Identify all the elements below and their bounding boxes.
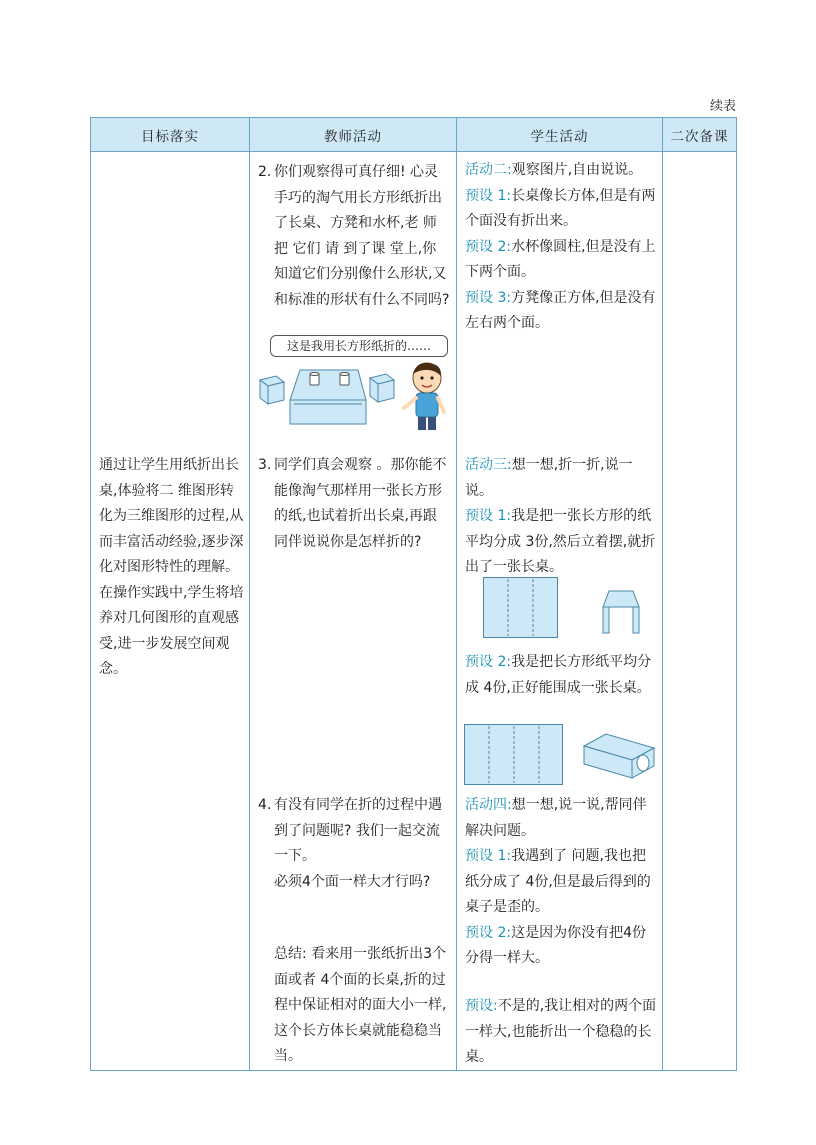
item4-number: 4. <box>258 797 272 813</box>
student-cell <box>457 152 663 1071</box>
goal-text: 通过让学生用纸折出长桌,体验将二 维图形转化为三维图形的过程,从而丰富活动经验,逐步深化对图形特性的理解。 在操作实践中,学生将培养对几何图形的直观感受,进一步发展空间观念。 <box>99 457 244 677</box>
prep-cell <box>663 152 737 1071</box>
lesson-table <box>90 117 737 1071</box>
paper-three-parts-icon <box>484 578 558 638</box>
activity3-tag: 活动三: <box>465 457 512 473</box>
speech-bubble: 这是我用长方形纸折的…… <box>270 335 448 357</box>
folded-table-three-icon <box>603 591 639 633</box>
long-table-icon <box>290 370 366 424</box>
header-teacher: 教师活动 <box>250 118 457 152</box>
activity3-preset2-tag: 预设 2: <box>465 654 512 670</box>
header-student: 学生活动 <box>457 118 663 152</box>
continued-label: 续表 <box>709 99 736 114</box>
activity3-preset2 <box>465 650 657 701</box>
item2-number: 2. <box>258 164 272 180</box>
item2-text: 你们观察得可真仔细! 心灵手巧的淘气用长方形纸折出了长桌、方凳和水杯,老 师把 它们 请 到了课 堂上,你知道它们分别像什么形状,又和标准的形状有什么不同吗? <box>274 164 450 308</box>
activity2-tag: 活动二: <box>465 162 512 178</box>
activity4-preset2-tag: 预设 2: <box>465 924 512 941</box>
activity2-preset3-tag: 预设 3: <box>465 289 512 306</box>
paper-four-parts-icon <box>465 725 563 785</box>
activity4-preset1-tag: 预设 1: <box>465 848 512 864</box>
long-box-icon <box>584 734 654 778</box>
fold-three-illustration <box>483 577 653 639</box>
activity4-text: 想一想,说一说,帮同伴解决问题。 <box>465 797 647 839</box>
goal-cell <box>91 152 250 1071</box>
activity2-preset1-tag: 预设 1: <box>465 187 512 204</box>
activity2-preset3-text: 方凳像正方体,但是没有左右两个面。 <box>465 289 656 331</box>
activity2-preset1-text: 长桌像长方体,但是有两个面没有折出来。 <box>465 187 656 229</box>
fold-four-illustration <box>464 724 660 786</box>
header-goal: 目标落实 <box>91 118 250 152</box>
activity2 <box>465 158 657 337</box>
item4-question: 必须4个面一样大才行吗? <box>274 874 431 890</box>
teacher-cell <box>250 152 457 1071</box>
activity3 <box>465 453 657 581</box>
activity3-preset1-text: 我是把一张长方形的纸平均分成 3份,然后立着摆,就折出了一张长桌。 <box>465 508 656 575</box>
summary-text: 总结: 看来用一张纸折出3个面或者 4个面的长桌,折的过程中保证相对的面大小一样,这个长方体长桌就能稳稳当当。 <box>274 946 447 1064</box>
header-row <box>91 118 737 152</box>
activity3-text: 想一想,折一折,说一说。 <box>465 457 633 499</box>
activity4-preset3-tag: 预设: <box>465 998 498 1014</box>
activity4 <box>465 793 657 972</box>
activity4-preset1-text: 我遇到了 问题,我也把纸分成了 4份,但是最后得到的桌子是歪的。 <box>465 848 651 915</box>
body-row <box>91 152 737 1071</box>
folded-objects-illustration <box>254 360 454 432</box>
item3-text: 同学们真会观察 。那你能不能像淘气那样用一张长方形的纸,也试着折出长桌,再跟同伴说说你是怎样折的? <box>274 457 447 550</box>
activity3-preset2-text: 我是把长方形纸平均分成 4份,正好能围成一张长桌。 <box>465 654 652 696</box>
activity4-preset3 <box>465 994 657 1071</box>
activity4-preset3-text: 不是的,我让相对的两个面一样大,也能折出一个稳稳的长桌。 <box>465 998 657 1065</box>
stool-right-icon <box>370 374 394 402</box>
activity4-preset2-text: 这是因为你没有把4份分得一样大。 <box>465 924 646 966</box>
activity3-preset1-tag: 预设 1: <box>465 508 512 524</box>
item4-text: 有没有同学在折的过程中遇到了问题呢? 我们一起交流一下。 <box>274 797 442 864</box>
activity4-tag: 活动四: <box>465 797 512 813</box>
boy-icon <box>404 363 444 430</box>
activity2-preset2-tag: 预设 2: <box>465 238 512 255</box>
stool-left-icon <box>260 376 284 404</box>
item3-number: 3. <box>258 457 272 473</box>
activity2-text: 观察图片,自由说说。 <box>511 162 643 178</box>
activity2-preset2-text: 水杯像圆柱,但是没有上下两个面。 <box>465 238 656 280</box>
header-prep: 二次备课 <box>663 118 737 152</box>
